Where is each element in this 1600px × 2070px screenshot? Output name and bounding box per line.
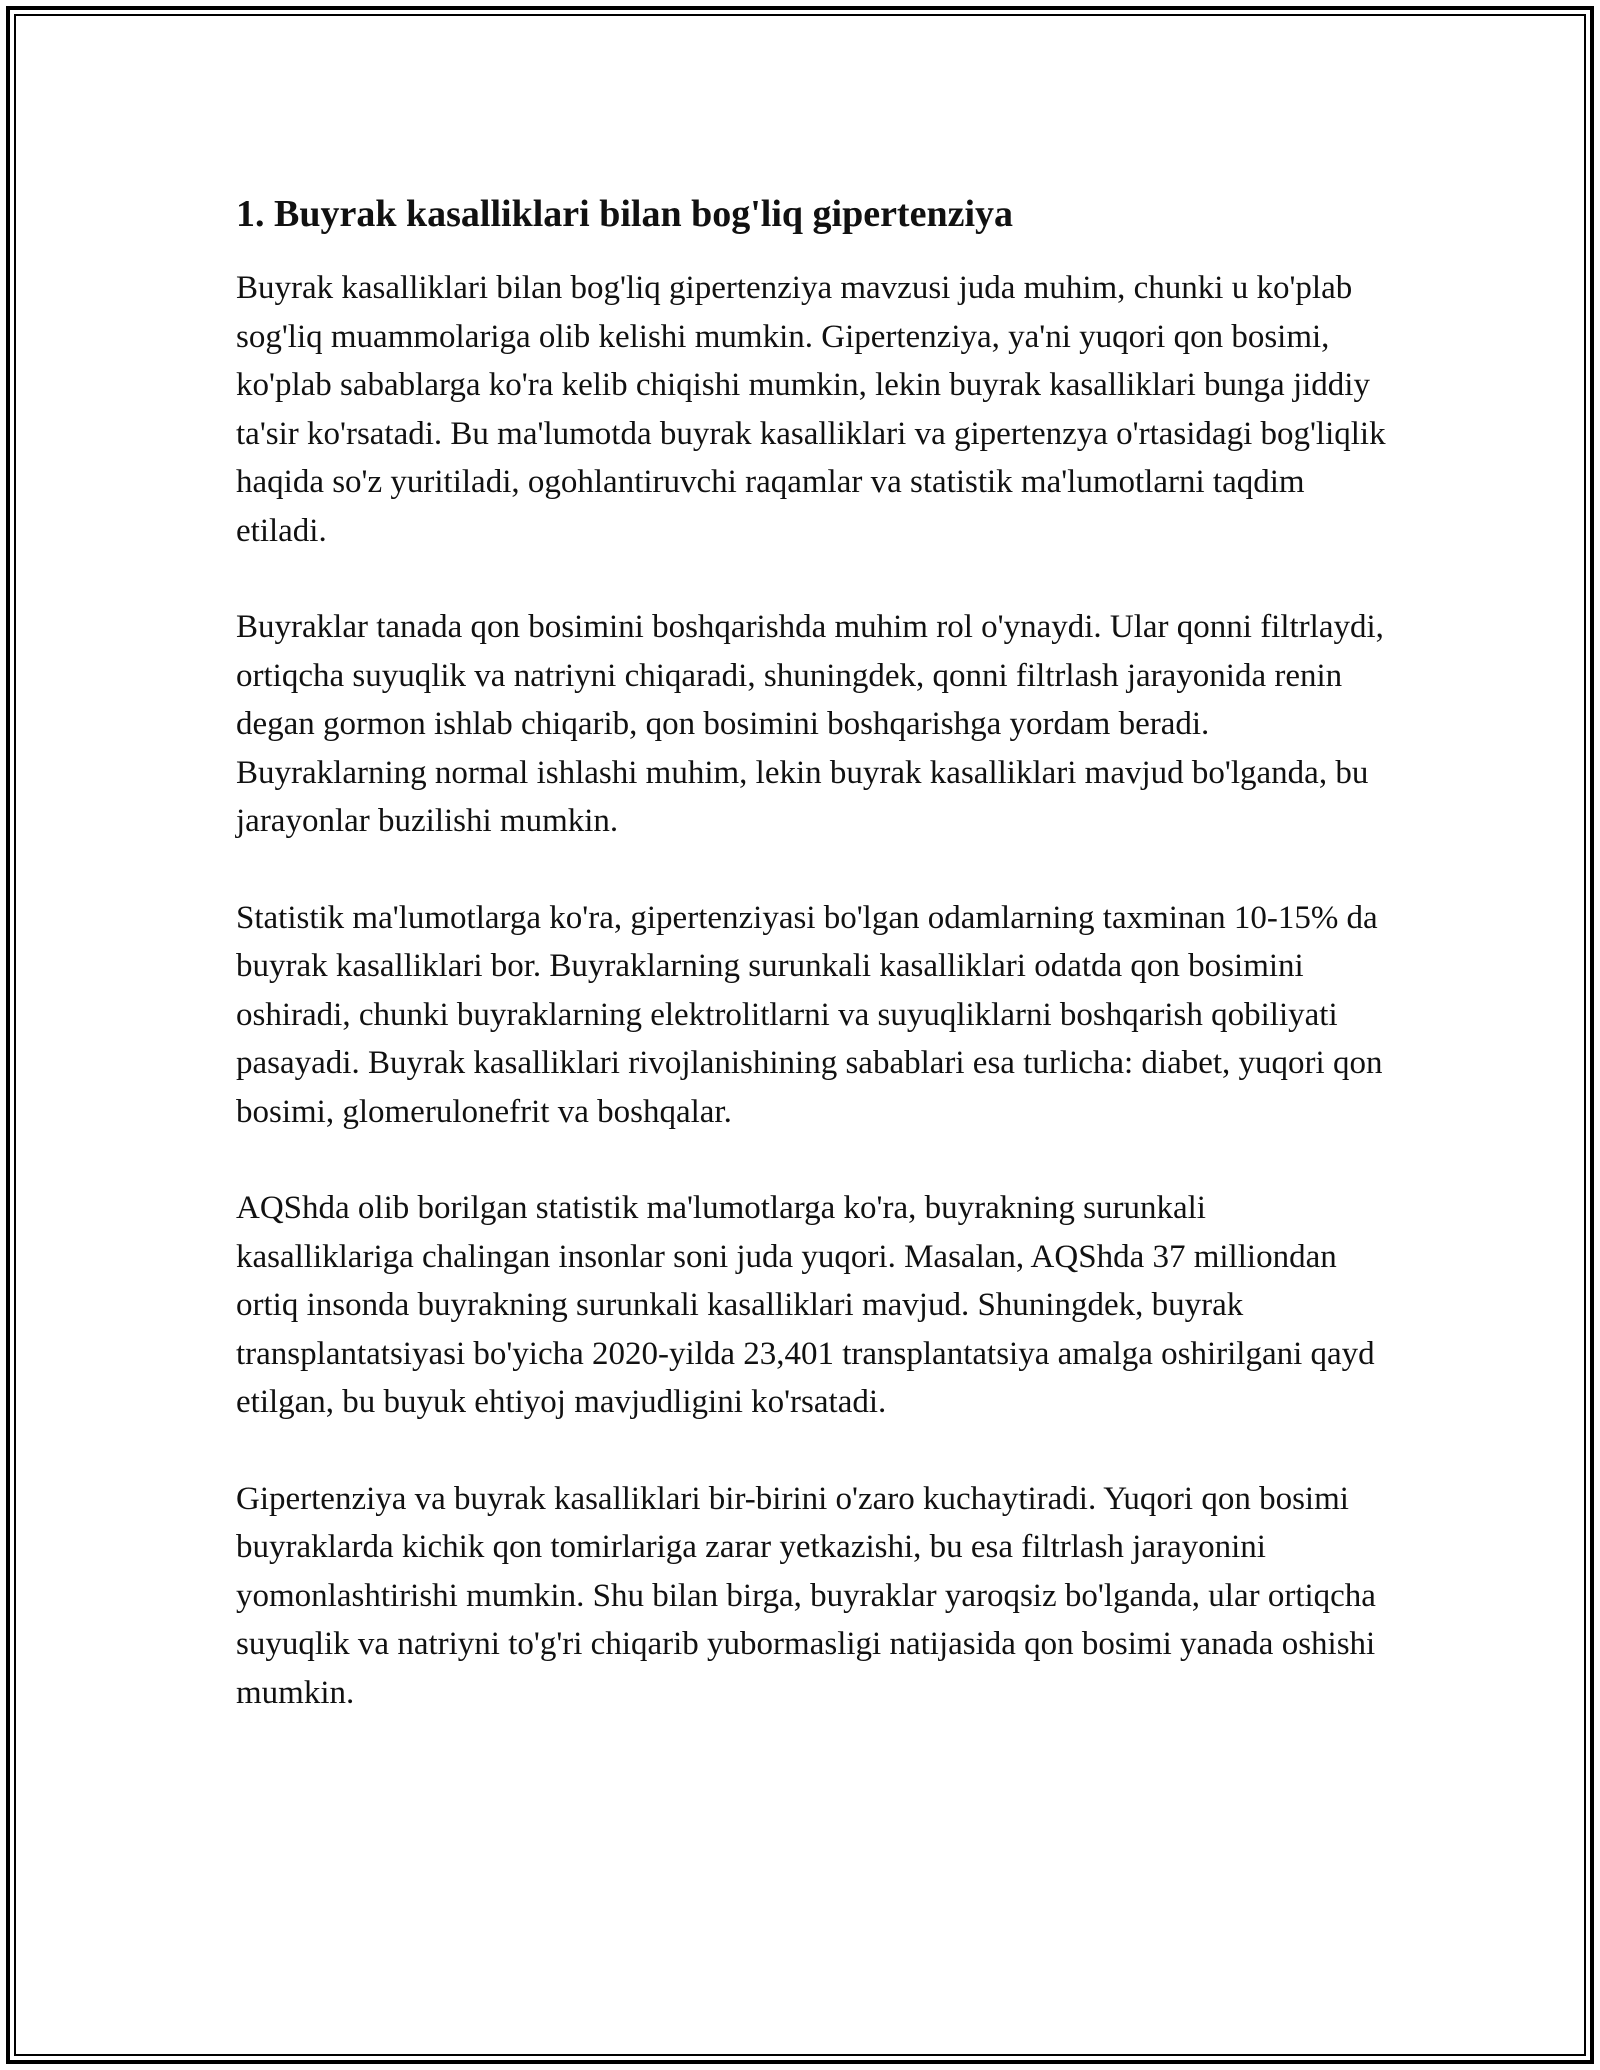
paragraph-kidney-role: Buyraklar tanada qon bosimini boshqarishda muhim rol o'ynaydi. Ular qonni filtrlaydi, ortiqcha suyuqlik va natriyni chiqaradi, shuningdek, qonni filtrlash jarayonida renin degan gormon ishlab chiqarib, qon bosimini boshqarishga yordam beradi. Buyraklarning normal ishlashi muhim, lekin buyrak kasalliklari mavjud bo'lganda, bu jarayonlar buzilishi mumkin. — [236, 609, 1384, 839]
paragraph-statistics: Statistik ma'lumotlarga ko'ra, gipertenziyasi bo'lgan odamlarning taxminan 10-15% da buyrak kasalliklari bor. Buyraklarning surunkali kasalliklari odatda qon bosimini oshiradi, chunki buyraklarning elektrolitlarni va suyuqliklarni boshqarish qobiliyati pasayadi. Buyrak kasalliklari rivojlanishining sabablari esa turlicha: diabet, yuqori qon bosimi, glomerulonefrit va boshqalar. — [236, 899, 1383, 1130]
document-body — [236, 188, 1386, 1765]
section-title: 1. Buyrak kasalliklari bilan bog'liq gipertenziya — [236, 193, 1014, 235]
paragraph-usa-data: AQShda olib borilgan statistik ma'lumotlarga ko'ra, buyrakning surunkali kasalliklariga chalingan insonlar soni juda yuqori. Masalan, AQShda 37 milliondan ortiq insonda buyrakning surunkali kasalliklari mavjud. Shuningdek, buyrak transplantatsiyasi bo'yicha 2020-yilda 23,401 transplantatsiya amalga oshirilgani qayd etilgan, bu buyuk ehtiyoj mavjudligini ko'rsatadi. — [236, 1190, 1375, 1420]
paragraph-intro: Buyrak kasalliklari bilan bog'liq gipertenziya mavzusi juda muhim, chunki u ko'plab sog'liq muammolariga olib kelishi mumkin. Gipertenziya, ya'ni yuqori qon bosimi, ko'plab sabablarga ko'ra kelib chiqishi mumkin, lekin buyrak kasalliklari bunga jiddiy ta'sir ko'rsatadi. Bu ma'lumotda buyrak kasalliklari va gipertenzya o'rtasidagi bog'liqlik haqida so'z yuritiladi, ogohlantiruvchi raqamlar va statistik ma'lumotlarni taqdim etiladi. — [236, 270, 1386, 549]
paragraph-mutual-effect: Gipertenziya va buyrak kasalliklari bir-birini o'zaro kuchaytiradi. Yuqori qon bosimi buyraklarda kichik qon tomirlariga zarar yetkazishi, bu esa filtrlash jarayonini yomonlashtirishi mumkin. Shu bilan birga, buyraklar yaroqsiz bo'lganda, ular ortiqcha suyuqlik va natriyni to'g'ri chiqarib yubormasligi natijasida qon bosimi yanada oshishi mumkin. — [236, 1480, 1376, 1711]
